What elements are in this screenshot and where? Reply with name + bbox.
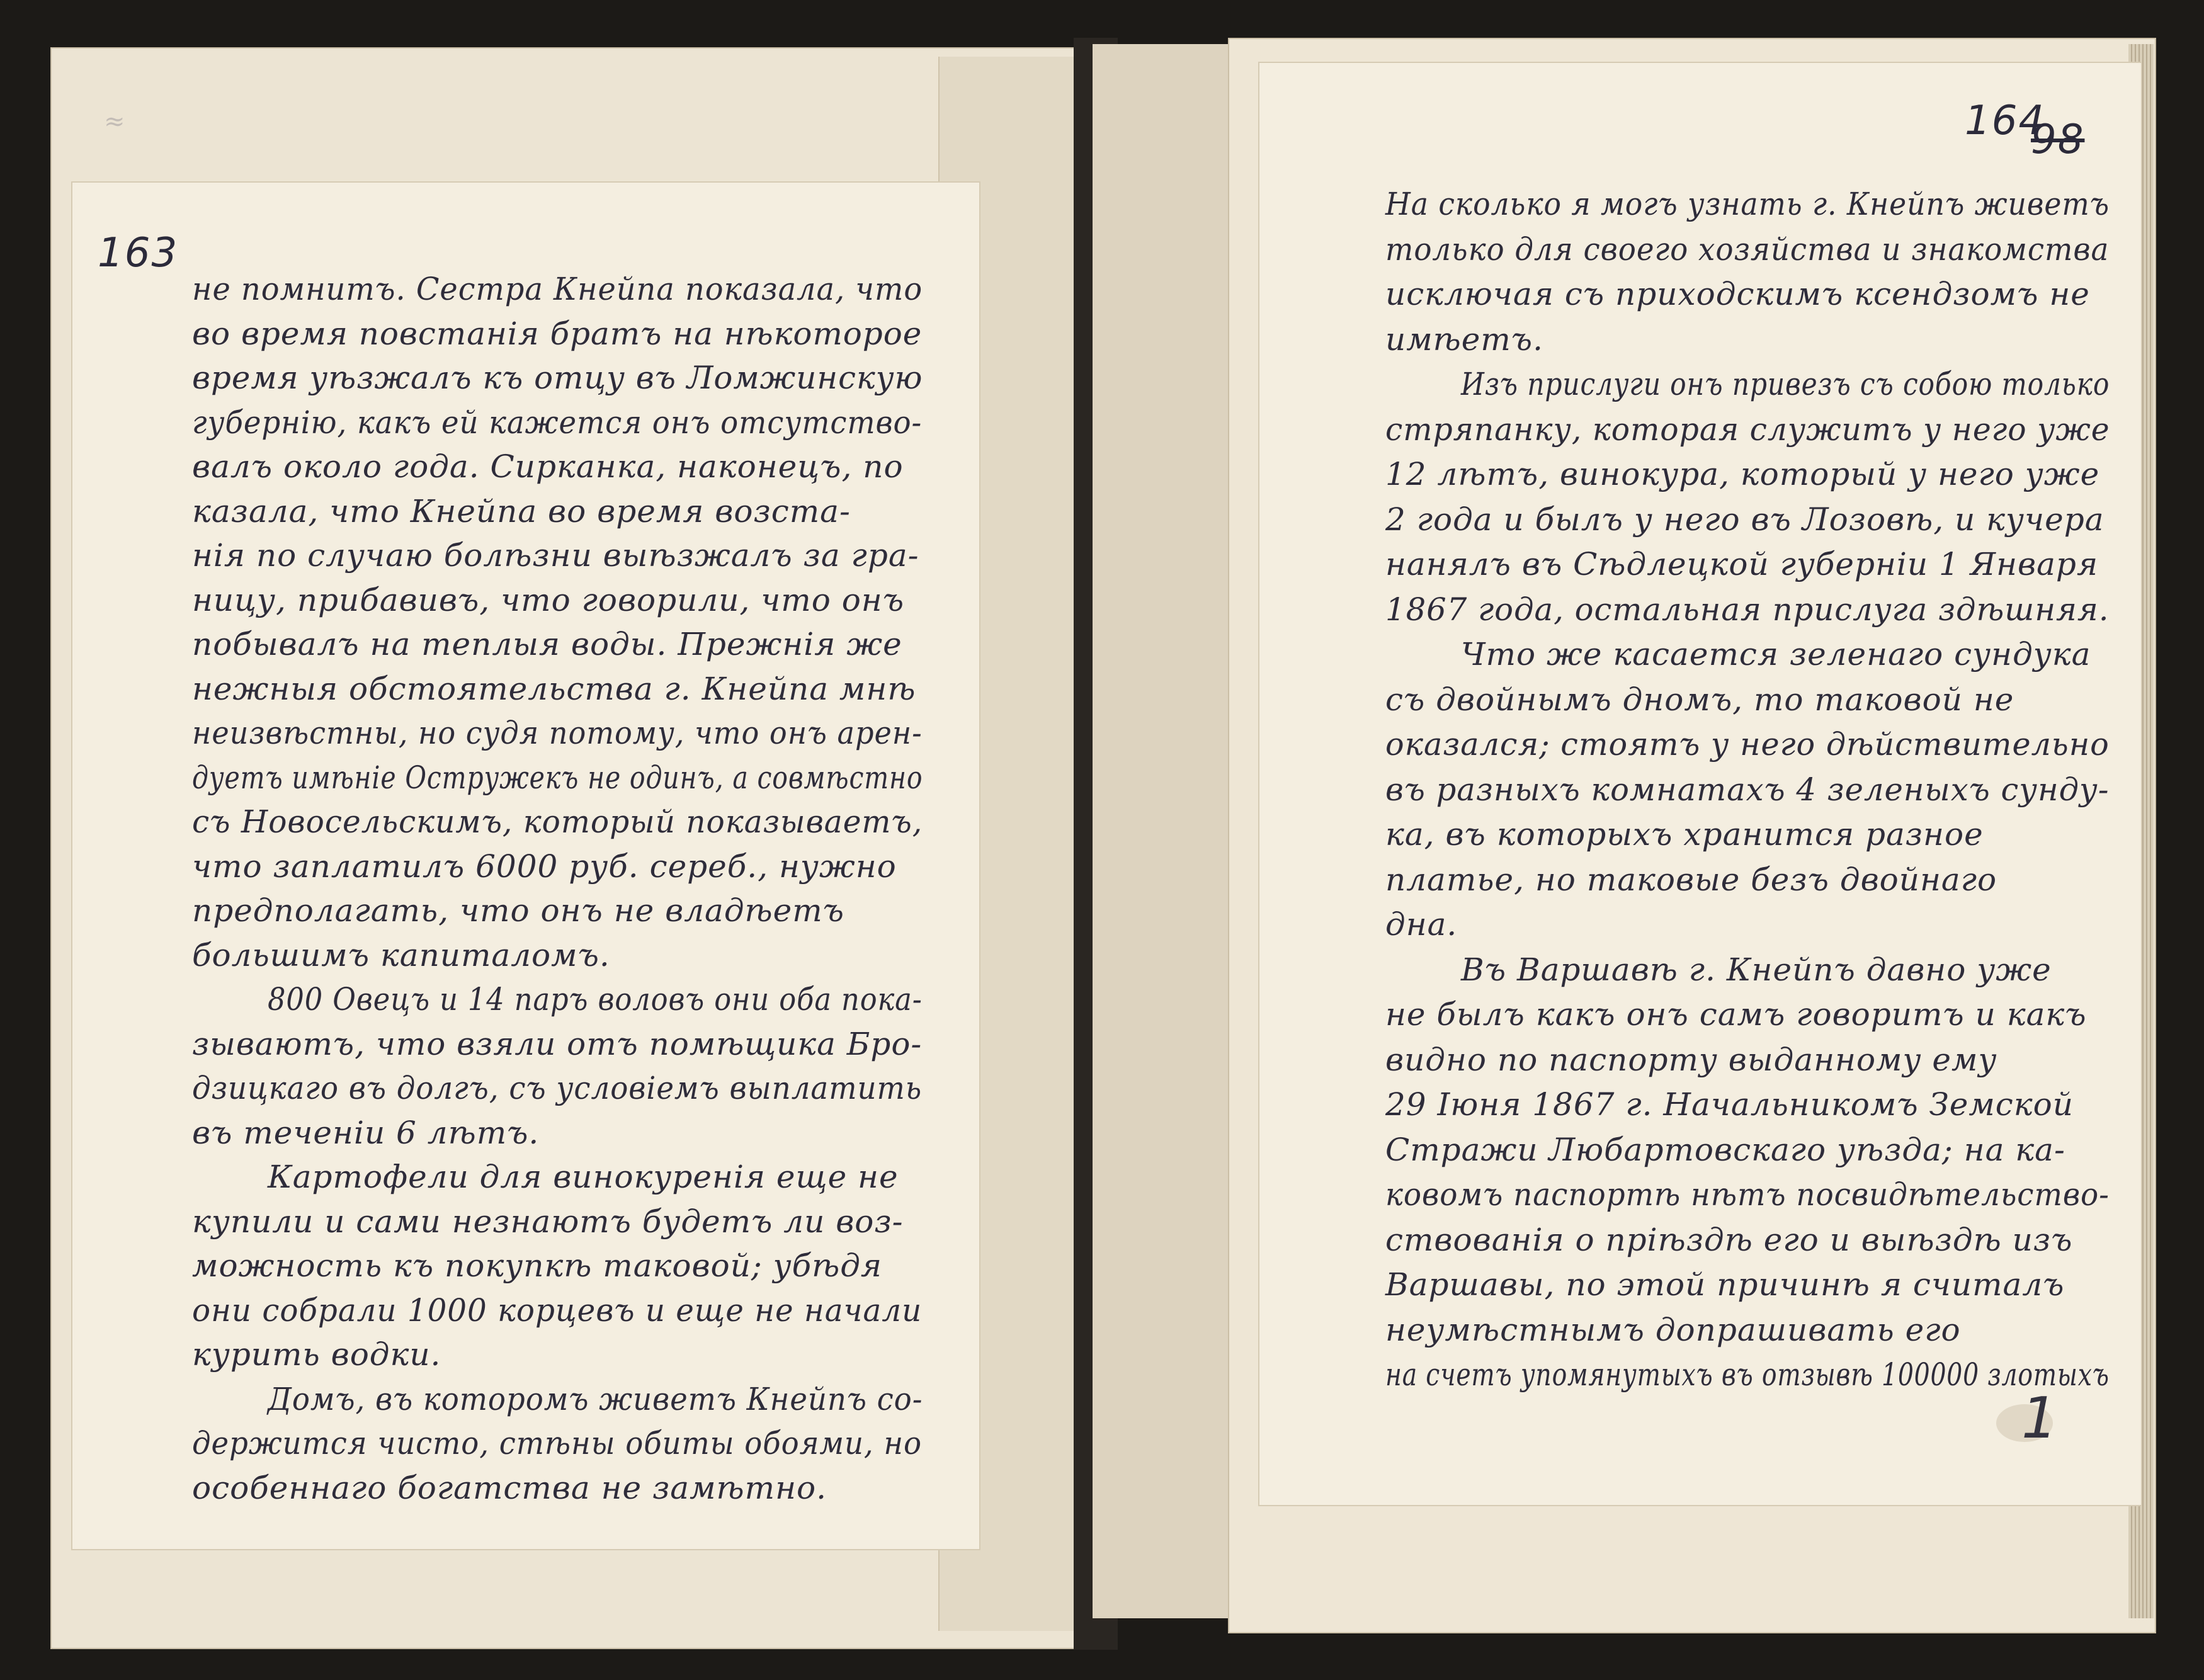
handwritten-line: стряпанку, которая служитъ у него уже [1385, 411, 2110, 448]
handwritten-line: ницу, прибавивъ, что говорили, что онъ [192, 581, 905, 618]
handwritten-line: ковомъ паспортѣ нѣтъ посвидѣтельство- [1385, 1176, 2110, 1213]
handwritten-line: на счетъ упомянутыхъ въ отзывѣ 100000 злотыхъ [1385, 1356, 2110, 1393]
handwritten-line: Въ Варшавѣ г. Кнейпъ давно уже [1461, 951, 2052, 988]
folio-number-struck: 98 [2031, 116, 2085, 163]
handwritten-line: дзицкаго въ долгъ, съ условіемъ выплатить [192, 1070, 923, 1106]
left-page [72, 183, 979, 1549]
handwritten-line: время уѣзжалъ къ отцу въ Ломжинскую [192, 360, 923, 396]
handwritten-line: неумѣстнымъ допрашивать его [1385, 1311, 1961, 1348]
handwritten-line: курить водки. [192, 1336, 441, 1373]
handwritten-line: 12 лѣтъ, винокура, который у него уже [1385, 456, 2100, 492]
handwritten-line: видно по паспорту выданному ему [1385, 1041, 1997, 1078]
handwritten-line: не былъ какъ онъ самъ говоритъ и какъ [1385, 996, 2087, 1033]
handwritten-line: не помнитъ. Сестра Кнейпа показала, что [192, 271, 923, 307]
handwritten-line: валъ около года. Сирканка, наконецъ, по [192, 448, 904, 485]
handwritten-line: 29 Іюня 1867 г. Начальникомъ Земской [1385, 1086, 2074, 1123]
handwritten-line: купили и сами незнаютъ будетъ ли воз- [192, 1203, 904, 1240]
handwritten-line: съ двойнымъ дномъ, то таковой не [1385, 681, 2014, 718]
handwritten-line: побывалъ на теплыя воды. Прежнія же [192, 626, 902, 662]
bleed-through-mark: ≈ [104, 107, 125, 136]
handwritten-line: въ теченіи 6 лѣтъ. [192, 1114, 540, 1151]
handwritten-line: Картофели для винокуренія еще не [268, 1159, 899, 1195]
handwritten-line: нанялъ въ Сѣдлецкой губерніи 1 Января [1385, 546, 2099, 582]
handwritten-line: что заплатилъ 6000 руб. сереб., нужно [192, 848, 897, 885]
handwritten-line: особеннаго богатства не замѣтно. [192, 1469, 827, 1506]
handwritten-line: исключая съ приходскимъ ксендзомъ не [1385, 276, 2090, 312]
handwritten-line: нія по случаю болѣзни выѣзжалъ за гра- [192, 537, 919, 574]
folio-number: 163 [98, 230, 179, 276]
handwritten-line: можность къ покупкѣ таковой; убѣдя [192, 1247, 883, 1284]
handwritten-line: губернію, какъ ей кажется онъ отсутство- [192, 404, 923, 441]
handwritten-line: держится чисто, стѣны обиты обоями, но [192, 1425, 923, 1461]
handwritten-line: платье, но таковые безъ двойнаго [1385, 861, 1997, 898]
handwritten-line: дуетъ имѣніе Остружекъ не одинъ, а совмѣстно [192, 759, 923, 796]
handwritten-line: ствованія о пріѣздѣ его и выѣздѣ изъ [1385, 1221, 2073, 1258]
handwritten-line: нежныя обстоятельства г. Кнейпа мнѣ [192, 670, 916, 707]
right-page [1259, 63, 2141, 1505]
handwritten-line: Что же касается зеленаго сундука [1461, 636, 2091, 673]
handwritten-line: неизвѣстны, но судя потому, что онъ арен- [192, 715, 923, 751]
handwritten-line: оказался; стоятъ у него дѣйствительно [1385, 726, 2110, 763]
handwritten-line: казала, что Кнейпа во время возста- [192, 492, 851, 530]
handwritten-line: Стражи Любартовскаго уѣзда; на ка- [1385, 1131, 2065, 1168]
handwritten-line: 1867 года, остальная прислуга здѣшняя. [1385, 591, 2110, 628]
handwritten-line: они собрали 1000 корцевъ и еще не начали [192, 1291, 923, 1329]
handwritten-line: во время повстанія братъ на нѣкоторое [192, 315, 923, 352]
handwritten-line: только для своего хозяйства и знакомства [1385, 230, 2110, 268]
handwritten-line: 2 года и былъ у него въ Лозовѣ, и кучера [1385, 501, 2105, 538]
folio-number: 164 [1965, 98, 2046, 144]
handwritten-line: На сколько я могъ узнать г. Кнейпъ живетъ [1385, 186, 2110, 222]
right-inner-strip [1093, 44, 1245, 1618]
handwritten-line: Домъ, въ которомъ живетъ Кнейпъ со- [268, 1380, 923, 1417]
handwritten-line: ка, въ которыхъ хранится разное [1385, 816, 1984, 853]
handwritten-line: дна. [1385, 906, 1458, 943]
handwritten-line: Изъ прислуги онъ привезъ съ собою только [1461, 366, 2110, 402]
handwritten-line: 800 Овецъ и 14 паръ воловъ они оба пока- [268, 981, 923, 1018]
catchword: 1 [2021, 1385, 2058, 1451]
handwritten-line: въ разныхъ комнатахъ 4 зеленыхъ сунду- [1385, 771, 2110, 808]
handwritten-line: предполагать, что онъ не владѣетъ [192, 892, 845, 929]
handwritten-line: большимъ капиталомъ. [192, 936, 610, 973]
handwritten-line: съ Новосельскимъ, который показываетъ, [192, 803, 923, 840]
handwritten-line: Варшавы, по этой причинѣ я считалъ [1385, 1266, 2065, 1303]
handwritten-line: имѣетъ. [1385, 321, 1543, 358]
handwritten-line: зываютъ, что взяли отъ помѣщика Бро- [192, 1025, 923, 1062]
